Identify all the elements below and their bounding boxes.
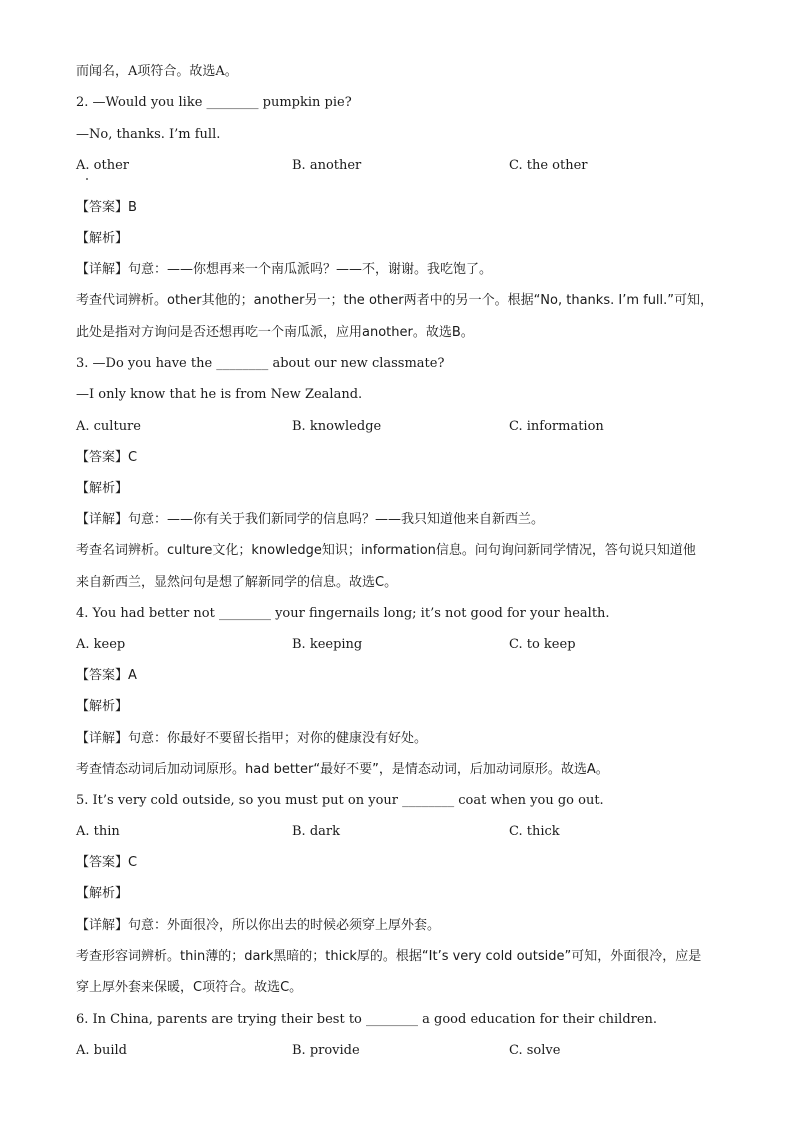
answer-label: 【答案】C (76, 450, 138, 465)
analysis-label: 【解析】 (76, 886, 129, 901)
option-a: A. other (76, 158, 129, 173)
detail-line: 此处是指对方询问是否还想再吃一个南瓜派，应用another。故选B。 (76, 325, 474, 340)
answer-label: 【答案】C (76, 855, 138, 870)
question-5: 5. It’s very cold outside, so you must put on your ________ coat when you go out. (76, 793, 604, 808)
detail-line: 穿上厚外套来保暖，C项符合。故选C。 (76, 980, 303, 995)
option-b: B. provide (292, 1043, 360, 1058)
analysis-label: 【解析】 (76, 699, 129, 714)
option-b: B. dark (292, 824, 340, 839)
answer-label: 【答案】B (76, 200, 137, 215)
question-6: 6. In China, parents are trying their best to ________ a good education for their children. (76, 1012, 658, 1027)
detail-line: 考查形容词辨析。thin薄的；dark黑暗的；thick厚的。根据“It’s very cold outside”可知，外面很冷，应是 (76, 949, 702, 964)
question-4: 4. You had better not ________ your fingernails long; it’s not good for your health. (76, 606, 610, 621)
detail-line: 考查代词辨析。other其他的；another另一；the other两者中的另一个。根据“No, thanks. I’m full.”可知， (76, 293, 714, 308)
explanation-line: 而闻名，A项符合。故选A。 (76, 64, 238, 79)
option-b: B. keeping (292, 637, 363, 652)
detail-line: 【详解】句意：外面很冷，所以你出去的时候必须穿上厚外套。 (76, 918, 441, 933)
option-c: C. solve (509, 1043, 561, 1058)
analysis-label: 【解析】 (76, 481, 129, 496)
question-3-reply: —I only know that he is from New Zealand. (76, 387, 363, 402)
detail-line: 【详解】句意：——你有关于我们新同学的信息吗？——我只知道他来自新西兰。 (76, 512, 545, 527)
option-b: B. another (292, 158, 362, 173)
detail-line: 考查情态动词后加动词原形。had better“最好不要”，是情态动词，后加动词原形。故选A。 (76, 762, 609, 777)
analysis-label: 【解析】 (76, 231, 129, 246)
detail-line: 【详解】句意：你最好不要留长指甲；对你的健康没有好处。 (76, 731, 428, 746)
detail-line: 【详解】句意：——你想再来一个南瓜派吗？——不，谢谢。我吃饱了。 (76, 262, 493, 277)
option-c: C. thick (509, 824, 560, 839)
detail-line: 考查名词辨析。culture文化；knowledge知识；information信息。问句询问新同学情况，答句说只知道他 (76, 543, 696, 558)
answer-label: 【答案】A (76, 668, 137, 683)
option-c: C. information (509, 419, 604, 434)
option-a: A. build (76, 1043, 127, 1058)
option-a: A. thin (76, 824, 120, 839)
detail-line: 来自新西兰，显然问句是想了解新同学的信息。故选C。 (76, 575, 398, 590)
stray-dot (86, 178, 88, 180)
option-b: B. knowledge (292, 419, 382, 434)
question-2-reply: —No, thanks. I’m full. (76, 127, 221, 142)
option-a: A. culture (76, 419, 141, 434)
option-c: C. the other (509, 158, 588, 173)
question-2: 2. —Would you like ________ pumpkin pie? (76, 95, 352, 110)
option-a: A. keep (76, 637, 126, 652)
question-3: 3. —Do you have the ________ about our new classmate? (76, 356, 445, 371)
option-c: C. to keep (509, 637, 576, 652)
